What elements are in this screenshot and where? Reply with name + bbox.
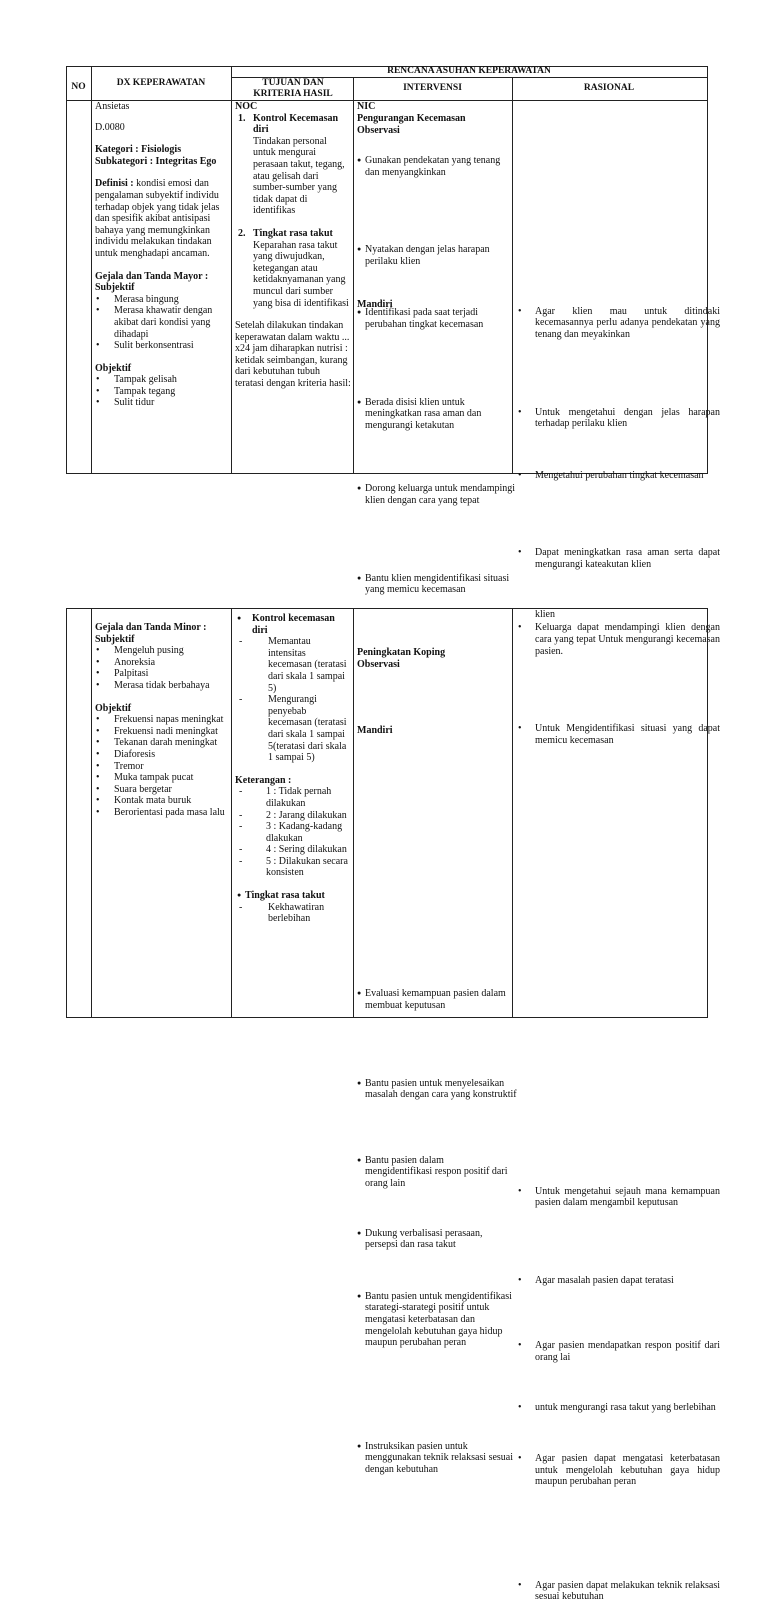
list-item: • Tekanan darah meningkat (95, 737, 229, 749)
dx-kategori: Kategori : Fisiologis (95, 144, 182, 156)
intervensi-item: ● Dorong keluarga untuk mendampingi klien dengan cara yang tepat (357, 483, 517, 506)
objektif-list (95, 374, 229, 409)
col-divider (512, 608, 513, 1017)
subjektif-list (95, 294, 229, 352)
objektif-label: Objektif (95, 702, 132, 714)
rasional-item: • Dapat meningkatkan rasa aman serta dapat mengurangi kateakutan klien (515, 547, 720, 570)
header-tujuan: TUJUAN DAN KRITERIA HASIL (253, 78, 333, 99)
list-item: • Merasa bingung (95, 294, 229, 306)
col-divider (231, 66, 232, 473)
list-item: • Tremor (95, 761, 229, 773)
dx-title: Ansietas (95, 101, 130, 112)
objektif-list (95, 714, 229, 818)
intervensi-item: ● Dukung verbalisasi perasaan, persepsi dan rasa takut (357, 1228, 511, 1251)
list-item: • Kontak mata buruk (95, 795, 229, 807)
list-item: • Mengeluh pusing (95, 645, 229, 657)
col-divider (231, 608, 232, 1017)
definisi-text: kondisi emosi dan pengalaman subyektif individu terhadap objek yang tidak jelas dan spesifik akibat antisipasi bahaya yang memungkinkan individu melakukan tindakan untuk menghadapi ancaman. (95, 178, 220, 259)
rasional-item: • Untuk mengetahui dengan jelas harapan terhadap perilaku klien (515, 407, 720, 430)
mandiri-label: Mandiri (357, 299, 393, 310)
subjektif-label: Subjektif (95, 633, 135, 645)
item-number: 2. (238, 227, 246, 239)
kontrol-list (235, 636, 351, 764)
intervensi-item: ● Bantu pasien untuk menyelesaikan masalah dengan cara yang konstruktif (357, 1078, 517, 1101)
intervensi-item: ● Bantu pasien dalam mengidentifikasi respon positif dari orang lain (357, 1155, 511, 1190)
tujuan-column (235, 101, 351, 390)
header-intervensi: INTERVENSI (403, 83, 462, 93)
list-item: - 3 : Kadang-kadang dlakukan (235, 821, 351, 844)
intervensi-item: ● Nyatakan dengan jelas harapan perilaku klien (357, 244, 511, 267)
col-divider (512, 77, 513, 473)
list-item: - 2 : Jarang dilakukan (235, 810, 351, 822)
subjektif-label: Subjektif (95, 282, 135, 294)
list-item: • Suara bergetar (95, 784, 229, 796)
list-item: • Anoreksia (95, 657, 229, 669)
list-item: • Frekuensi nadi meningkat (95, 726, 229, 738)
noc-paragraph: Setelah dilakukan tindakan keperawatan dalam waktu ... x24 jam diharapkan nutrisi : ketidak seimbangan, kurang dari kebutuhan tubuh teratasi dengan kriteria hasil: (235, 320, 351, 390)
item-number: 1. (238, 112, 246, 124)
header-dx: DX KEPERAWATAN (116, 78, 206, 88)
intervensi-item: ● Bantu klien mengidentifikasi situasi yang memicu kecemasan (357, 573, 517, 596)
keterangan-list (235, 786, 351, 879)
list-item: • Merasa khawatir dengan akibat dari kondisi yang dihadapi (95, 305, 229, 340)
intervensi-item: ● Identifikasi pada saat terjadi perubahan tingkat kecemasan (357, 307, 511, 330)
list-item: • Palpitasi (95, 668, 229, 680)
list-item: • Tampak tegang (95, 386, 229, 398)
dx-column (95, 101, 229, 409)
rasional-item: • Agar klien mau untuk ditindaki kecemasannya perlu adanya pendekatan yang tenang dan meyakinkan (515, 306, 720, 341)
noc-item-1-text: Tindakan personal untuk mengurai perasaan takut, tegang, atau gelisah dari sumber-sumber yang tidak dapat di identifikas (253, 135, 345, 217)
col-divider (91, 608, 92, 1017)
koping-subtitle: Peningkatan Koping (357, 647, 446, 658)
intervensi-item: ● Instruksikan pasien untuk menggunakan teknik relaksasi sesuai dengan kebutuhan (357, 1441, 517, 1476)
header-rencana: RENCANA ASUHAN KEPERAWATAN (387, 66, 551, 76)
header-no: NO (71, 82, 86, 92)
dx-minor-column (95, 622, 229, 819)
rasional-item: • Untuk mengetahui sejauh mana kemampuan pasien dalam mengambil keputusan (515, 1186, 720, 1209)
list-item: • Sulit tidur (95, 397, 229, 409)
list-item: - Memantau intensitas kecemasan (teratasi dari skala 1 sampai 5) (235, 636, 351, 694)
list-item: • Sulit berkonsentrasi (95, 340, 229, 352)
noc-item-title: Kontrol Kecemasan diri (253, 112, 339, 136)
keterangan-label: Keterangan : (235, 774, 292, 786)
dx-subkategori: Subkategori : Integritas Ego (95, 155, 217, 167)
minor-title: Gejala dan Tanda Minor : (95, 622, 207, 633)
mandiri-label: Mandiri (357, 725, 393, 736)
list-item: - 5 : Dilakukan secara konsisten (235, 856, 351, 879)
intervensi-item: ● Bantu pasien untuk mengidentifikasi starategi-starategi positif untuk mengatasi keterbatasan dan mengelolah kebutuhan gaya hidup maupun perubahan peran (357, 1291, 517, 1349)
col-divider (91, 66, 92, 473)
rasional-item: • Mengetahui perubahan tingkat kecemasan (515, 470, 720, 482)
header-rasional: RASIONAL (583, 83, 635, 93)
mayor-title: Gejala dan Tanda Mayor : (95, 270, 209, 282)
noc-label: NOC (235, 101, 258, 112)
list-item: - 1 : Tidak pernah dilakukan (235, 786, 351, 809)
nic-subtitle: Pengurangan Kecemasan (357, 113, 466, 124)
tujuan-minor-column (235, 613, 351, 925)
rasional-item: • Agar masalah pasien dapat teratasi (515, 1275, 720, 1287)
col-divider (353, 77, 354, 473)
rasional-item: • untuk mengurangi rasa takut yang berlebihan (515, 1402, 720, 1414)
list-item: • Tampak gelisah (95, 374, 229, 386)
list-item: - Kekhawatiran berlebihan (235, 902, 351, 925)
list-item: • Frekuensi napas meningkat (95, 714, 229, 726)
list-item: • Diaforesis (95, 749, 229, 761)
intervensi-item: ● Evaluasi kemampuan pasien dalam membuat keputusan (357, 988, 511, 1011)
intervensi-item: ● Gunakan pendekatan yang tenang dan menyangkinkan (357, 155, 511, 178)
tingkat-title: ● Tingkat rasa takut (235, 890, 351, 902)
rasional-item: • Agar pasien dapat mengatasi keterbatasan untuk mengelolah kebutuhan gaya hidup maupun perubahan peran (515, 1453, 720, 1488)
col-divider (353, 608, 354, 1017)
rasional-continued: klien (535, 609, 555, 620)
nic-label: NIC (357, 101, 376, 112)
dx-definisi (95, 178, 229, 259)
observasi-label: Observasi (357, 659, 400, 670)
dx-code: D.0080 (95, 121, 125, 133)
noc-item-1 (235, 113, 351, 136)
rasional-item: • Agar pasien mendapatkan respon positif dari orang lai (515, 1340, 720, 1363)
noc-item-2-text: Keparahan rasa takut yang diwujudkan, ketegangan atau ketidaknyamanan yang muncul dari sumber yang bisa di identifikasi (253, 239, 349, 309)
observasi-label: Observasi (357, 125, 400, 136)
intervensi-item: ● Berada disisi klien untuk meningkatkan rasa aman dan mengurangi ketakutan (357, 397, 511, 432)
list-item: - 4 : Sering dilakukan (235, 844, 351, 856)
kontrol-title: ● Kontrol kecemasan diri (235, 613, 351, 636)
definisi-label: Definisi : (95, 178, 134, 190)
objektif-label: Objektif (95, 362, 132, 374)
rasional-item: • Untuk Mengidentifikasi situasi yang dapat memicu kecemasan (515, 723, 720, 746)
list-item: • Muka tampak pucat (95, 772, 229, 784)
list-item: • Merasa tidak berbahaya (95, 680, 229, 692)
rasional-item: • Keluarga dapat mendampingi klien dengan cara yang tepat Untuk mengurangi kecemasan pasien. (515, 622, 720, 657)
noc-item-title: Tingkat rasa takut (253, 227, 333, 239)
subjektif-list (95, 645, 229, 691)
rasional-item: • Agar pasien dapat melakukan teknik relaksasi sesuai kebutuhan (515, 1580, 720, 1603)
list-item: - Mengurangi penyebab kecemasan (teratasi dari skala 1 sampai 5(teratasi dari skala 1 sampai 5) (235, 694, 351, 764)
noc-item-2 (235, 228, 351, 240)
tingkat-list (235, 902, 351, 925)
list-item: • Berorientasi pada masa lalu (95, 807, 229, 819)
